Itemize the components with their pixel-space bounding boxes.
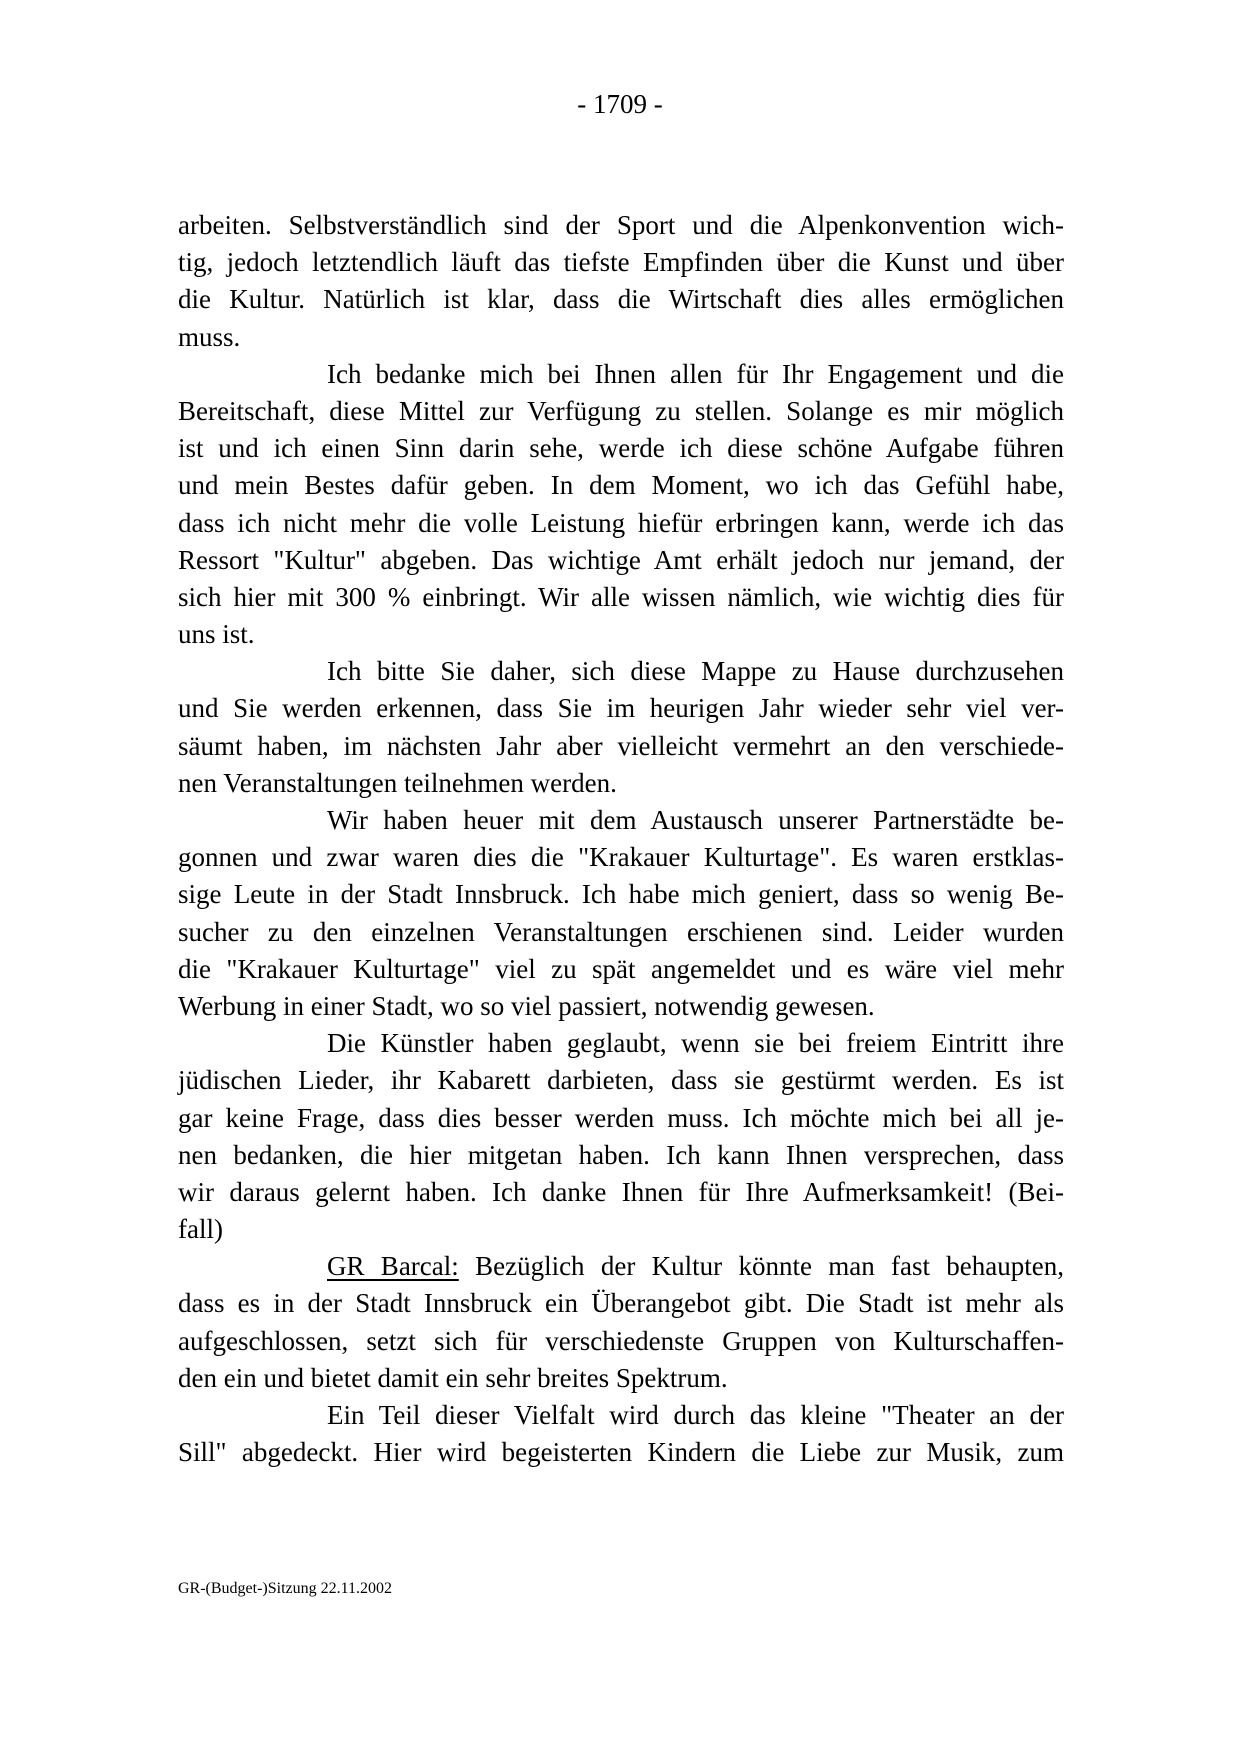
paragraph — [178, 653, 1064, 802]
text-line: und Sie werden erkennen, dass Sie im heurigen Jahr wieder sehr viel ver- — [178, 693, 1064, 724]
text-line: die Kultur. Natürlich ist klar, dass die Wirtschaft dies alles ermöglichen — [178, 284, 1064, 315]
text-line: Wir haben heuer mit dem Austausch unserer Partnerstädte be- — [327, 805, 1064, 835]
text-line: dass es in der Stadt Innsbruck ein Überangebot gibt. Die Stadt ist mehr als — [178, 1288, 1064, 1319]
paragraph — [178, 207, 1064, 356]
text-line: arbeiten. Selbstverständlich sind der Sport und die Alpenkonvention wich- — [178, 210, 1064, 240]
text-line: Ich bitte Sie daher, sich diese Mappe zu Hause durchzusehen — [327, 656, 1064, 687]
text-line: gar keine Frage, dass dies besser werden muss. Ich möchte mich bei all je- — [178, 1102, 1064, 1133]
paragraph — [178, 802, 1064, 1025]
document-body — [178, 207, 1064, 1471]
text-line: Sill" abgedeckt. Hier wird begeisterten Kindern die Liebe zur Musik, zum — [178, 1437, 1064, 1468]
text-line: aufgeschlossen, setzt sich für verschiedenste Gruppen von Kulturschaffen- — [178, 1325, 1064, 1356]
paragraph — [178, 1025, 1064, 1248]
speaker-name: GR Barcal: — [327, 1251, 459, 1282]
text-line: wir daraus gelernt haben. Ich danke Ihnen für Ihre Aufmerksamkeit! (Bei- — [178, 1176, 1064, 1207]
paragraph — [178, 1248, 1064, 1397]
page-number: - 1709 - — [577, 89, 663, 119]
text-line: Werbung in einer Stadt, wo so viel passiert, notwendig gewesen. — [178, 990, 875, 1021]
text-line: uns ist. — [178, 619, 255, 650]
paragraph — [178, 356, 1064, 654]
text-line: Ich bedanke mich bei Ihnen allen für Ihr Engagement und die — [327, 358, 1064, 389]
text-line: fall) — [178, 1214, 223, 1245]
text-line: nen bedanken, die hier mitgetan haben. Ich kann Ihnen versprechen, dass — [178, 1139, 1064, 1170]
text-segment: Bezüglich der Kultur könnte man fast behaupten, — [475, 1251, 1065, 1282]
text-line: säumt haben, im nächsten Jahr aber vielleicht vermehrt an den verschiede- — [178, 730, 1064, 761]
paragraph — [178, 1397, 1064, 1471]
text-line: die "Krakauer Kulturtage" viel zu spät angemeldet und es wäre viel mehr — [178, 953, 1064, 984]
text-line: muss. — [178, 321, 241, 352]
text-line: dass ich nicht mehr die volle Leistung hiefür erbringen kann, werde ich das — [178, 507, 1064, 538]
text-line: Ressort "Kultur" abgeben. Das wichtige Amt erhält jedoch nur jemand, der — [178, 544, 1064, 575]
footer-session: GR-(Budget-)Sitzung 22.11.2002 — [178, 1580, 393, 1597]
speaker-line — [178, 1248, 1064, 1285]
text-line: und mein Bestes dafür geben. In dem Moment, wo ich das Gefühl habe, — [178, 470, 1064, 501]
text-line: Bereitschaft, diese Mittel zur Verfügung zu stellen. Solange es mir möglich — [178, 395, 1064, 426]
text-line: ist und ich einen Sinn darin sehe, werde ich diese schöne Aufgabe führen — [178, 433, 1064, 464]
text-line: jüdischen Lieder, ihr Kabarett darbieten, dass sie gestürmt werden. Es ist — [178, 1065, 1064, 1096]
text-line: gonnen und zwar waren dies die "Krakauer Kulturtage". Es waren erstklas- — [178, 842, 1064, 873]
text-line: Die Künstler haben geglaubt, wenn sie bei freiem Eintritt ihre — [327, 1028, 1064, 1059]
text-line: tig, jedoch letztendlich läuft das tiefste Empfinden über die Kunst und über — [178, 247, 1064, 278]
text-line: Ein Teil dieser Vielfalt wird durch das kleine "Theater an der — [327, 1400, 1064, 1430]
text-line: sige Leute in der Stadt Innsbruck. Ich habe mich geniert, dass so wenig Be- — [178, 879, 1064, 910]
text-line: sich hier mit 300 % einbringt. Wir alle wissen nämlich, wie wichtig dies für — [178, 581, 1064, 612]
text-line: sucher zu den einzelnen Veranstaltungen erschienen sind. Leider wurden — [178, 916, 1064, 947]
text-line: den ein und bietet damit ein sehr breites Spektrum. — [178, 1362, 728, 1393]
text-line: nen Veranstaltungen teilnehmen werden. — [178, 767, 617, 798]
